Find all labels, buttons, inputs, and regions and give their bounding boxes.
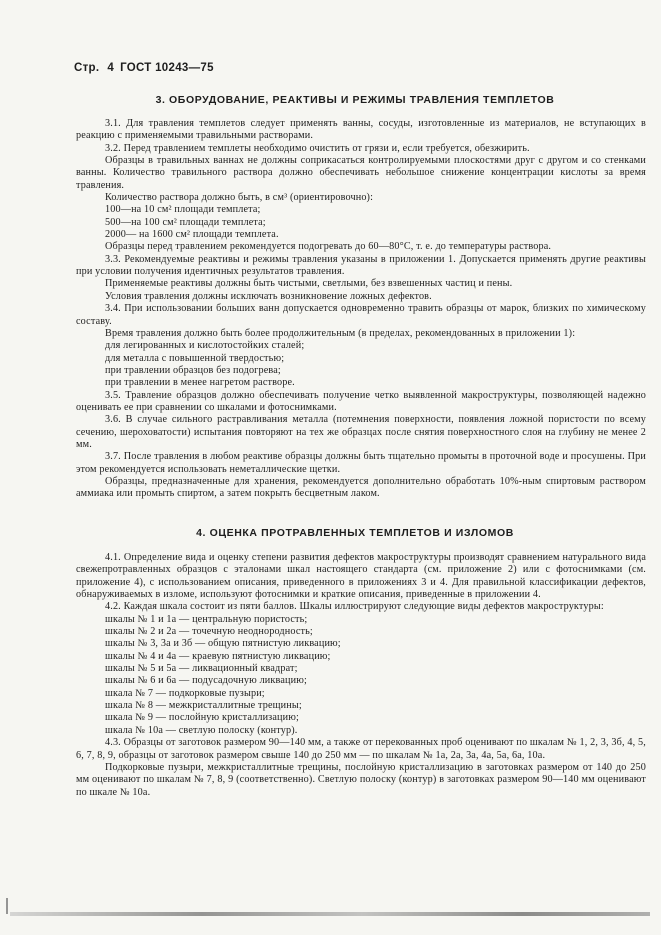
- page-number: 4: [107, 62, 115, 74]
- paragraph-4-2: 4.2. Каждая шкала состоит из пяти баллов. Шкалы иллюстрируют следующие виды дефектов макроструктуры:: [105, 601, 604, 613]
- list-item: шкала № 9 — послойную кристаллизацию;: [105, 712, 299, 724]
- list-item: шкалы № 2 и 2а — точечную неоднородность;: [105, 626, 313, 638]
- scan-bottom-edge: [10, 912, 650, 916]
- paragraph-3-2-c: Количество раствора должно быть, в см³ (ориентировочно):: [105, 192, 374, 204]
- paragraph-3-1: 3.1. Для травления темплетов следует применять ванны, сосуды, изготовленные из материалов, не вступающих в реакцию с применяемыми травильными растворами.: [76, 118, 646, 142]
- list-item: шкалы № 5 и 5а — ликвационный квадрат;: [105, 663, 298, 675]
- paragraph-3-2-d: Образцы перед травлением рекомендуется подогревать до 60—80°С, т. е. до температуры раствора.: [105, 241, 552, 253]
- section-3-body: [76, 118, 646, 501]
- list-item: шкала № 7 — подкорковые пузыри;: [105, 687, 265, 699]
- list-item: для металла с повышенной твердостью;: [105, 352, 285, 364]
- list-item: 100—на 10 см² площади темплета;: [105, 204, 261, 216]
- list-item: 500—на 100 см² площади темплета;: [105, 216, 266, 228]
- page-label: Стр.: [74, 62, 100, 74]
- paragraph-3-2-b: Образцы в травильных ваннах не должны соприкасаться контролируемыми плоскостями друг с другом и со стенками ванны. Количество травильного раствора должно обеспечивать небольшое снижение концентрации кислоты за время травления.: [76, 155, 646, 191]
- paragraph-3-7-b: Образцы, предназначенные для хранения, рекомендуется дополнительно обработать 10%-ным спиртовым раствором аммиака или промыть спиртом, а затем покрыть бесцветным лаком.: [76, 475, 646, 500]
- scan-margin-mark: [6, 898, 8, 914]
- paragraph-3-7: 3.7. После травления в любом реактиве образцы должны быть тщательно промыты в проточной воде и просушены. При этом рекомендуется использовать неметаллические щетки.: [76, 451, 646, 475]
- section-3-title: 3. ОБОРУДОВАНИЕ, РЕАКТИВЫ И РЕЖИМЫ ТРАВЛЕНИЯ ТЕМПЛЕТОВ: [155, 94, 555, 106]
- paragraph-3-4-b: Время травления должно быть более продолжительным (в пределах, рекомендованных в приложении 1):: [105, 327, 576, 339]
- list-item: для легированных и кислотостойких сталей;: [105, 340, 305, 352]
- list-item: шкалы № 1 и 1а — центральную пористость;: [105, 613, 308, 625]
- list-item: шкалы № 4 и 4а — краевую пятнистую ликвацию;: [105, 650, 331, 662]
- paragraph-4-3: 4.3. Образцы от заготовок размером 90—140 мм, а также от перекованных проб оценивают по шкалам № 1, 2, 3, 3б, 4, 5, 6, 7, 8, 9, образцы от заготовок размером свыше 140 до 250 мм — по шкалам № 1а, 2а, 3а, 4а, 5а, 6а, 10а.: [76, 737, 646, 761]
- list-item: шкала № 8 — межкристаллитные трещины;: [105, 700, 302, 712]
- paragraph-3-3-c: Условия травления должны исключать возникновение ложных дефектов.: [105, 290, 432, 302]
- list-item: при травлении образцов без подогрева;: [105, 364, 281, 376]
- paragraph-3-5: 3.5. Травление образцов должно обеспечивать получение четко выявленной макроструктуры, позволяющей надежно оценивать ее при сравнении со шкалами и фотоснимками.: [76, 389, 646, 413]
- list-item: шкала № 10а — светлую полоску (контур).: [105, 724, 298, 736]
- paragraph-3-6: 3.6. В случае сильного растравливания металла (потемнения поверхности, появления ложной пористости по всему сечению, шероховатости) испытания повторяют на тех же образцах после снятия поверхностного слоя на глубину не менее 2 мм.: [76, 414, 646, 450]
- list-item: шкалы № 3, 3а и 3б — общую пятнистую ликвацию;: [105, 638, 341, 650]
- running-head: [74, 62, 214, 74]
- paragraph-4-1: 4.1. Определение вида и оценку степени развития дефектов макроструктуры производят сравнением натурального вида свежепротравленных образцов с эталонами шкал настоящего стандарта (см. приложение 2) или с фотоснимками (см. приложение 4), с использованием описания, приведенного в приложениях 3 и 4. Для правильной классификации дефектов, обнаруживаемых в изломе, используют фотоснимки и краткие описания, приведенные в приложении 4.: [76, 552, 646, 601]
- paragraph-4-3-b: Подкорковые пузыри, межкристаллитные трещины, послойную кристаллизацию в заготовках размером от 140 до 250 мм оценивают по шкалам № 7, 8, 9 (соответственно). Светлую полоску (контур) в заготовках размером 90—140 мм оценивают по шкале № 10а.: [76, 761, 646, 798]
- standard-number: ГОСТ 10243—75: [120, 62, 214, 74]
- paragraph-3-2: 3.2. Перед травлением темплеты необходимо очистить от грязи и, если требуется, обезжирить.: [105, 142, 530, 154]
- paragraph-3-4: 3.4. При использовании больших ванн допускается одновременно травить образцы от марок, близких по химическому составу.: [76, 303, 646, 327]
- paragraph-3-3-b: Применяемые реактивы должны быть чистыми, светлыми, без взвешенных частиц и пены.: [105, 278, 513, 290]
- paragraph-3-3: 3.3. Рекомендуемые реактивы и режимы травления указаны в приложении 1. Допускается применять другие реактивы при условии получения идентичных результатов травления.: [76, 253, 646, 278]
- section-4-title: 4. ОЦЕНКА ПРОТРАВЛЕННЫХ ТЕМПЛЕТОВ И ИЗЛОМОВ: [196, 527, 514, 539]
- list-item: при травлении в менее нагретом растворе.: [105, 377, 295, 389]
- list-item: 2000— на 1600 см² площади темплета.: [105, 229, 279, 241]
- list-item: шкалы № 6 и 6а — подусадочную ликвацию;: [105, 675, 307, 687]
- section-4-body: [76, 552, 646, 799]
